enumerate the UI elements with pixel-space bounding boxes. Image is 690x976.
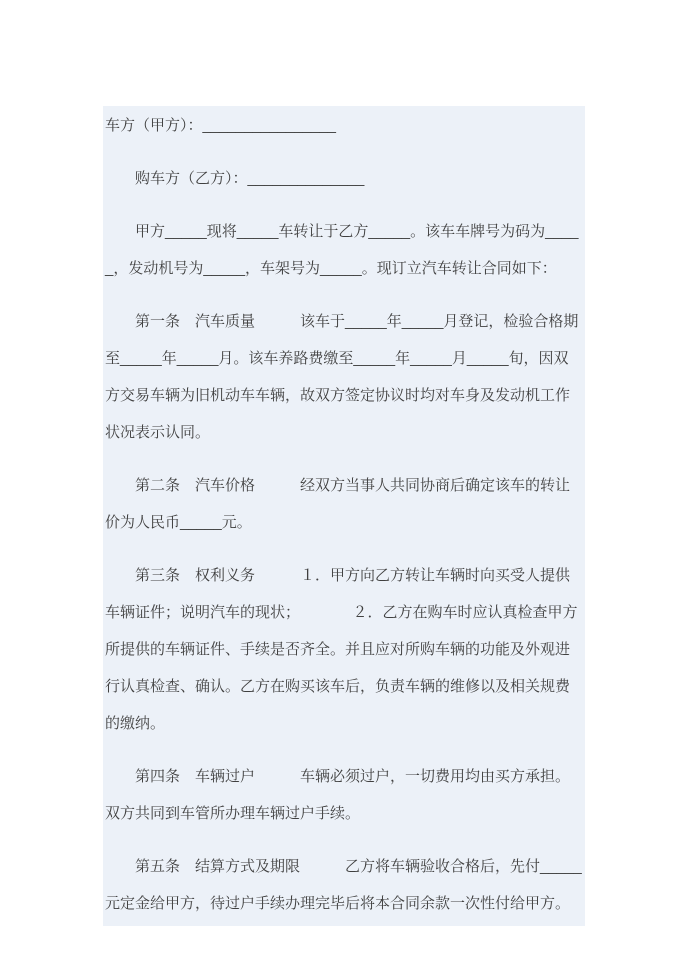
paragraph-seller-party: 车方（甲方）：________________ (105, 117, 336, 134)
contract-body (103, 106, 585, 926)
paragraph-buyer-party: 购车方（乙方）：______________ (135, 170, 365, 187)
paragraph-intro: 甲方_____现将_____车转让于乙方_____。该车车牌号为码为_____，发动机号为_____，车架号为_____。现订立汽车转让合同如下： (105, 223, 579, 277)
paragraph-clause-1-quality: 第一条 汽车质量 该车于_____年_____月登记，检验合格期至_____年_____月。该车养路费缴至_____年_____月_____旬，因双方交易车辆为旧机动车车辆，故双方签定协议时均对车身及发动机工作状况表示认同。 (105, 313, 579, 441)
paragraph-clause-3-rights-obligations: 第三条 权利义务 １．甲方向乙方转让车辆时向买受人提供车辆证件；说明汽车的现状； ２．乙方在购车时应认真检查甲方所提供的车辆证件、手续是否齐全。并且应对所购车辆的功能及外观进行认真检查、确认。乙方在购买该车后，负责车辆的维修以及相关规费的缴纳。 (105, 567, 578, 732)
paragraph-clause-5-settlement: 第五条 结算方式及期限 乙方将车辆验收合格后，先付_____元定金给甲方，待过户手续办理完毕后将本合同余款一次性付给甲方。 (105, 858, 582, 912)
paragraph-clause-2-price: 第二条 汽车价格 经双方当事人共同协商后确定该车的转让价为人民币_____元。 (105, 477, 571, 531)
paragraph-clause-4-ownership-transfer: 第四条 车辆过户 车辆必须过户，一切费用均由买方承担。双方共同到车管所办理车辆过户手续。 (105, 768, 571, 822)
